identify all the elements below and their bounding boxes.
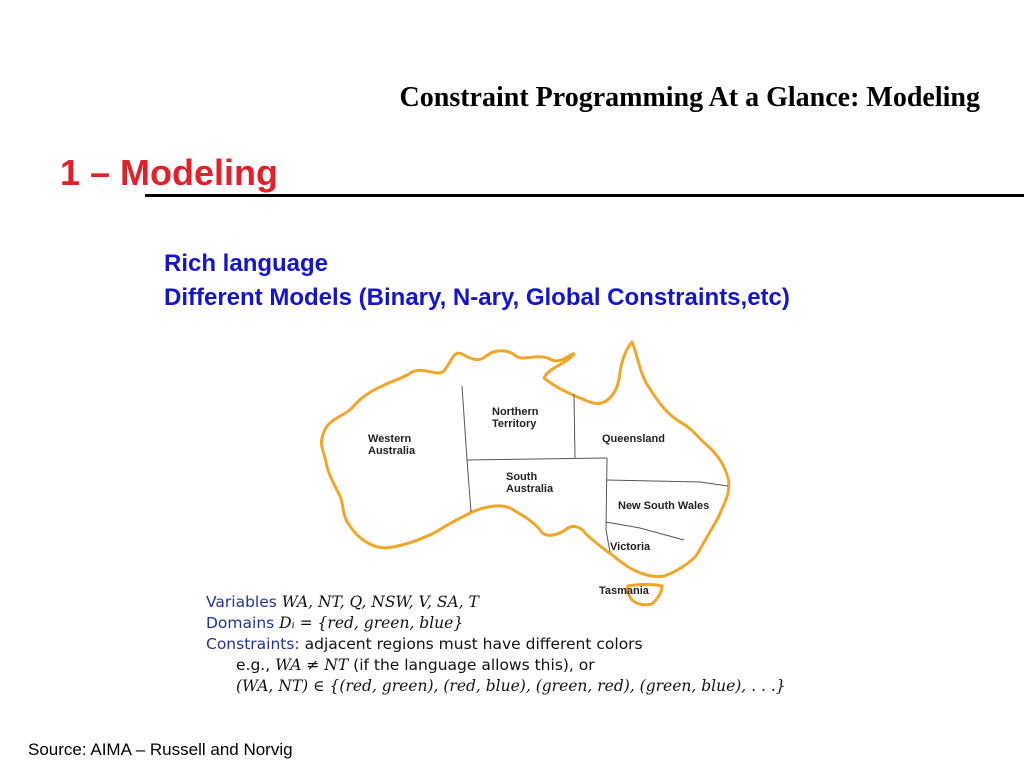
- example-suffix: (if the language allows this), or: [353, 656, 595, 674]
- constraints-label: Constraints:: [206, 635, 300, 653]
- constraints-line: [206, 635, 643, 653]
- label-v: Victoria: [610, 541, 651, 553]
- label-nsw: New South Wales: [618, 500, 710, 512]
- label-nt-line1: Northern: [492, 406, 539, 418]
- border-nsw-v: [606, 522, 684, 540]
- variables-label: Variables: [206, 593, 277, 611]
- border-q-nsw: [607, 480, 728, 486]
- bullet-rich-language: Rich language: [164, 250, 329, 277]
- border-nt-sa: [467, 458, 607, 460]
- slide-title: Constraint Programming At a Glance: Modeling: [399, 82, 980, 113]
- label-t: Tasmania: [599, 585, 649, 597]
- example-line: [236, 656, 595, 674]
- variables-line: [206, 593, 479, 611]
- section-heading: 1 – Modeling: [60, 152, 279, 193]
- variables-value: WA, NT, Q, NSW, V, SA, T: [281, 593, 479, 611]
- domains-value: Dᵢ = {red, green, blue}: [279, 614, 464, 632]
- tuple-math: (WA, NT) ∈ {(red, green), (red, blue), (green, red), (green, blue), . . .}: [236, 677, 786, 695]
- tuple-line: [236, 677, 786, 695]
- label-wa-line2: Australia: [368, 445, 416, 457]
- border-nt-q: [574, 394, 575, 458]
- label-wa-line1: Western: [368, 433, 412, 445]
- bullet-different-models: Different Models (Binary, N-ary, Global Constraints,etc): [164, 284, 790, 311]
- example-prefix: e.g.,: [236, 656, 271, 674]
- label-q: Queensland: [602, 433, 665, 445]
- label-sa-line1: South: [506, 471, 538, 483]
- label-nt-line2: Territory: [492, 418, 537, 430]
- example-math: WA ≠ NT: [275, 656, 349, 674]
- border-sa-east: [606, 458, 610, 552]
- constraints-text: adjacent regions must have different colors: [304, 635, 643, 653]
- border-wa-nt: [462, 386, 471, 512]
- domains-line: [206, 614, 463, 632]
- domains-label: Domains: [206, 614, 275, 632]
- label-sa-line2: Australia: [506, 483, 554, 495]
- source-citation: Source: AIMA – Russell and Norvig: [28, 740, 293, 759]
